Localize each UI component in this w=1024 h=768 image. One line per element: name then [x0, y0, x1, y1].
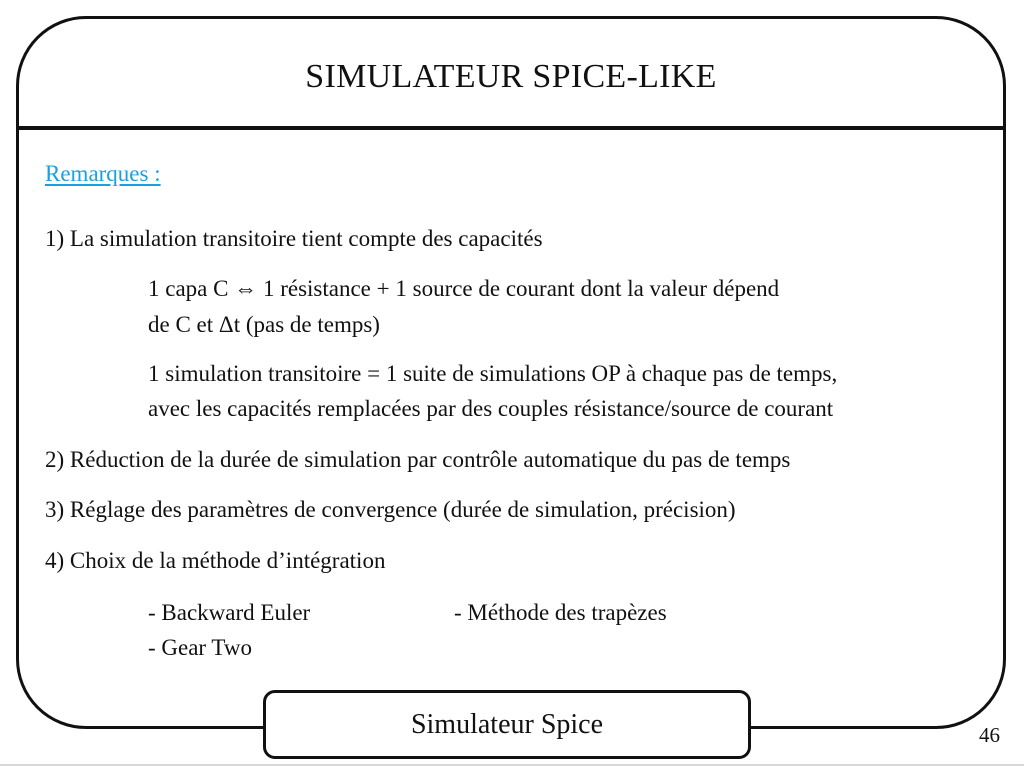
remark-1-detail-a-line2: de C et Δt (pas de temps)	[148, 312, 380, 337]
remark-1-detail-b-line2: avec les capacités remplacées par des couples résistance/source de courant	[148, 396, 834, 421]
footer-label: Simulateur Spice	[410, 708, 604, 740]
method-trapezes: - Méthode des trapèzes	[454, 600, 667, 625]
remark-4: 4) Choix de la méthode d’intégration	[45, 548, 386, 573]
remark-1-detail-b-line1: 1 simulation transitoire = 1 suite de simulations OP à chaque pas de temps,	[148, 361, 838, 386]
remark-1-detail-a-line1: 1 capa C ⇔ 1 résistance + 1 source de courant dont la valeur dépend	[148, 276, 780, 301]
footer-label-box	[263, 690, 751, 759]
remark-2: 2) Réduction de la durée de simulation par contrôle automatique du pas de temps	[45, 447, 791, 472]
slide-title: SIMULATEUR SPICE-LIKE	[305, 58, 717, 95]
page-number: 46	[979, 723, 1000, 747]
bottom-band	[0, 764, 1024, 766]
method-backward-euler: - Backward Euler	[148, 600, 311, 625]
method-gear-two: - Gear Two	[148, 635, 252, 660]
remark-3: 3) Réglage des paramètres de convergence (durée de simulation, précision)	[45, 497, 736, 522]
remark-1: 1) La simulation transitoire tient compte des capacités	[45, 226, 543, 251]
remarques-heading: Remarques :	[45, 161, 161, 186]
